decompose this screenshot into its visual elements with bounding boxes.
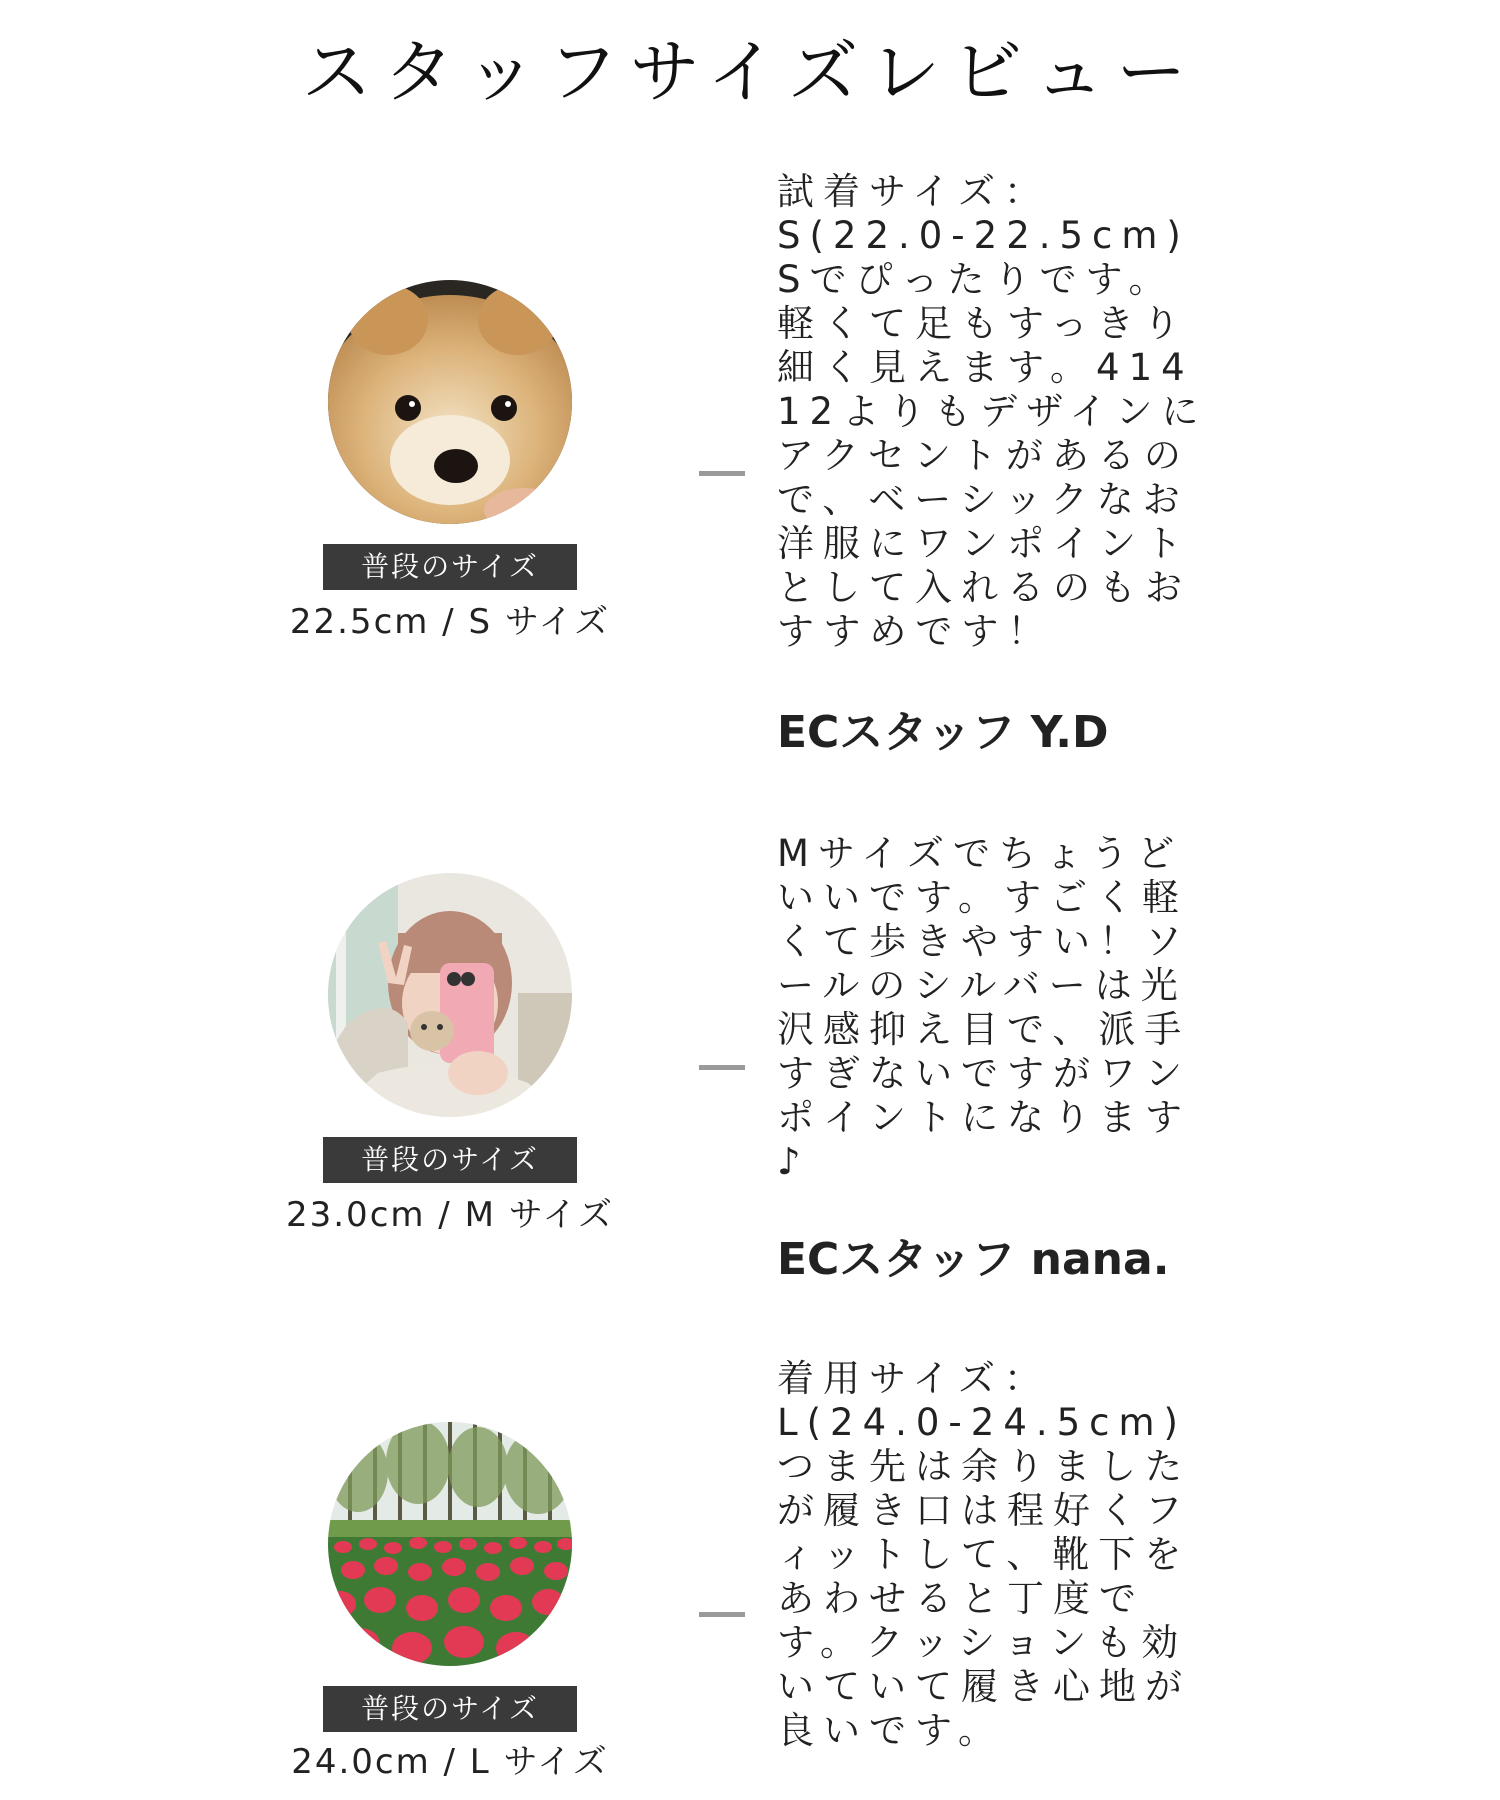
- usual-size-value: 24.0cm / L サイズ: [291, 1742, 609, 1782]
- usual-size-value: 22.5cm / S サイズ: [289, 602, 611, 642]
- avatar: [328, 873, 572, 1117]
- review-comment: 試着サイズ： S(22.0-22.5cm) Sでぴったりです。軽くて足もすっきり細く見えます。41412よりもデザインにアクセントがあるので、ベーシックなお洋服にワンポイントとして入れるのもおすすめです！: [777, 170, 1208, 653]
- avatar: [328, 1422, 572, 1666]
- page-title: スタッフサイズレビュー: [301, 31, 1199, 113]
- staff-name: ECスタッフ nana.: [777, 1234, 1170, 1285]
- usual-size-badge: 普段のサイズ: [323, 1137, 577, 1183]
- usual-size-value: 23.0cm / M サイズ: [285, 1195, 614, 1235]
- tulip-field-photo-icon: [328, 1422, 572, 1666]
- connector-line: [699, 1612, 745, 1617]
- usual-size-badge: 普段のサイズ: [323, 544, 577, 590]
- pomeranian-dog-photo-icon: [328, 280, 572, 524]
- review-comment: 着用サイズ： L(24.0-24.5cm) つま先は余りましたが履き口は程好くフィットして、靴下をあわせると丁度です。クッションも効いていて履き心地が良いです。: [777, 1357, 1191, 1752]
- staff-name: ECスタッフ Y.D: [777, 707, 1109, 758]
- avatar: [328, 280, 572, 524]
- review-comment: Mサイズでちょうどいいです。すごく軽くて歩きやすい！ソールのシルバーは光沢感抑え目で、派手すぎないですがワンポイントになります♪: [777, 832, 1191, 1183]
- connector-line: [699, 1065, 745, 1070]
- usual-size-badge: 普段のサイズ: [323, 1686, 577, 1732]
- staff-selfie-photo-icon: [328, 873, 572, 1117]
- connector-line: [699, 471, 745, 476]
